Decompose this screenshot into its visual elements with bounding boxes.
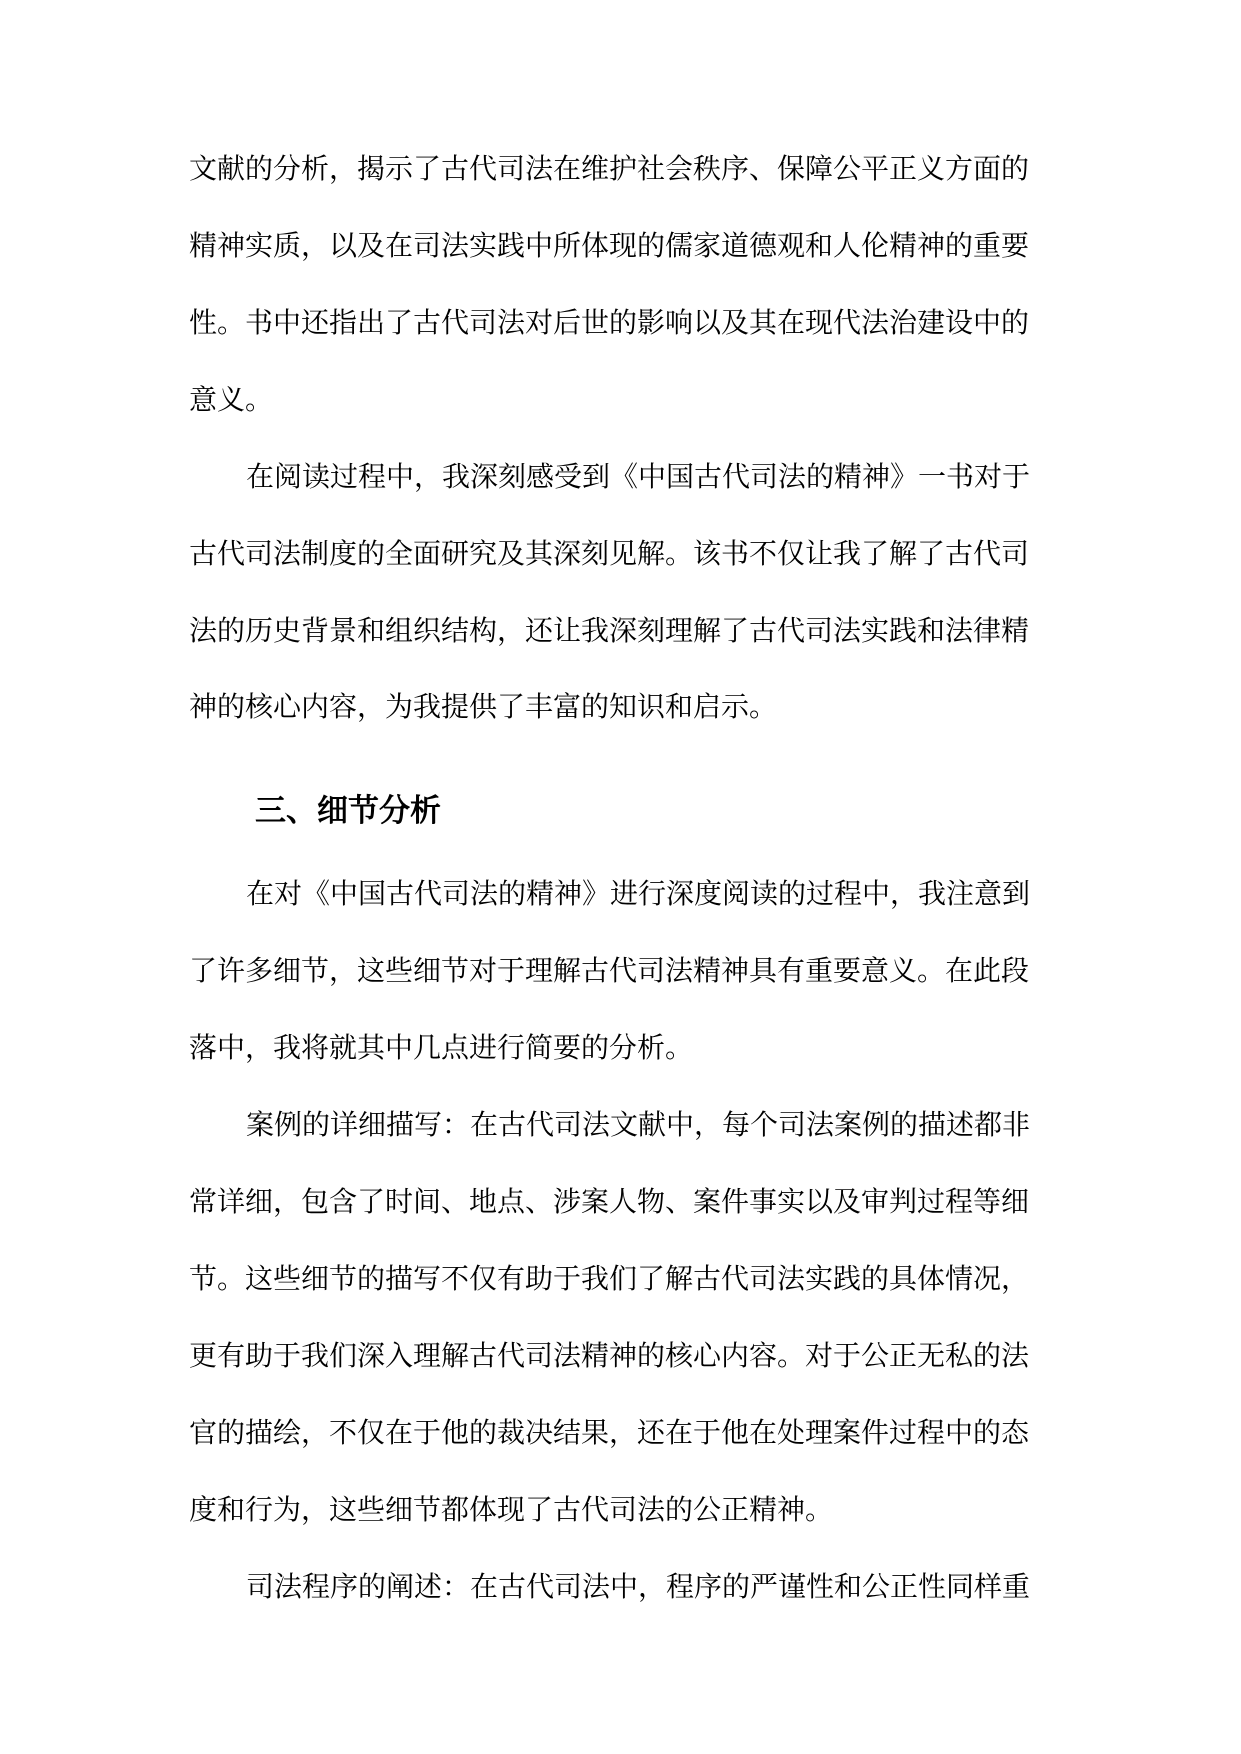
paragraph-line: 性。书中还指出了古代司法对后世的影响以及其在现代法治建设中的	[189, 306, 1030, 339]
paragraph-line: 法的历史背景和组织结构，还让我深刻理解了古代司法实践和法律精	[189, 614, 1030, 647]
paragraph-line: 更有助于我们深入理解古代司法精神的核心内容。对于公正无私的法	[189, 1339, 1030, 1372]
paragraph-line: 在阅读过程中，我深刻感受到《中国古代司法的精神》一书对于	[246, 460, 1031, 493]
paragraph-line: 神的核心内容，为我提供了丰富的知识和启示。	[189, 690, 778, 723]
paragraph-line: 度和行为，这些细节都体现了古代司法的公正精神。	[189, 1493, 834, 1526]
paragraph-line: 在对《中国古代司法的精神》进行深度阅读的过程中，我注意到	[246, 877, 1031, 910]
paragraph-line: 文献的分析，揭示了古代司法在维护社会秩序、保障公平正义方面的	[189, 152, 1030, 185]
paragraph-line: 古代司法制度的全面研究及其深刻见解。该书不仅让我了解了古代司	[189, 537, 1030, 570]
paragraph-line: 了许多细节，这些细节对于理解古代司法精神具有重要意义。在此段	[189, 954, 1030, 987]
paragraph-line: 官的描绘，不仅在于他的裁决结果，还在于他在处理案件过程中的态	[189, 1416, 1030, 1449]
paragraph-line: 精神实质，以及在司法实践中所体现的儒家道德观和人伦精神的重要	[189, 229, 1030, 262]
paragraph-line: 司法程序的阐述：在古代司法中，程序的严谨性和公正性同样重	[246, 1570, 1031, 1603]
section-heading: 三、细节分析	[255, 793, 441, 829]
paragraph-line: 落中，我将就其中几点进行简要的分析。	[189, 1031, 694, 1064]
paragraph-line: 常详细，包含了时间、地点、涉案人物、案件事实以及审判过程等细	[189, 1185, 1030, 1218]
paragraph-line: 节。这些细节的描写不仅有助于我们了解古代司法实践的具体情况，	[189, 1262, 1030, 1295]
paragraph-line: 意义。	[189, 383, 274, 416]
paragraph-line: 案例的详细描写：在古代司法文献中，每个司法案例的描述都非	[246, 1108, 1031, 1141]
